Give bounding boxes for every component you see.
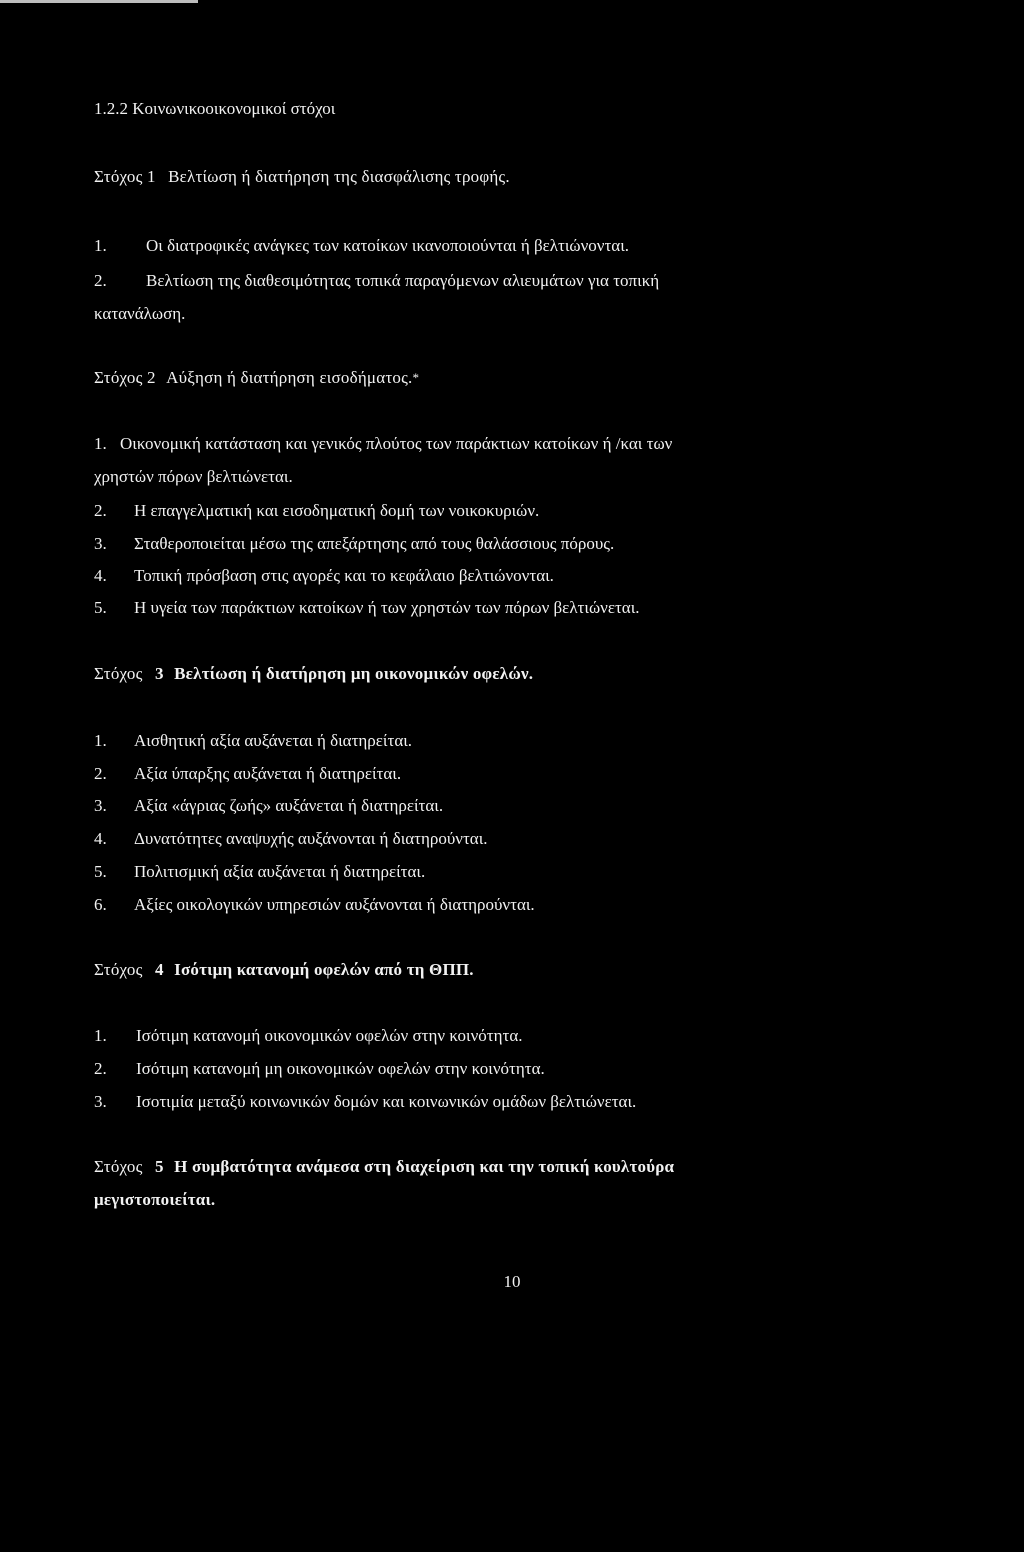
- page-number: 10: [503, 1272, 521, 1291]
- item-number: 5.: [94, 862, 107, 881]
- item-number: 1.: [94, 1026, 107, 1045]
- goal-1-title: Βελτίωση ή διατήρηση της διασφάλισης τροφής.: [168, 167, 510, 186]
- item-number: 2.: [94, 271, 107, 290]
- goal-3-title: Βελτίωση ή διατήρηση μη οικονομικών οφελών.: [174, 664, 534, 683]
- item-number: 6.: [94, 895, 107, 914]
- item-number: 2.: [94, 1059, 107, 1078]
- goal-1-item-2-cont: κατανάλωση.: [94, 304, 186, 323]
- goal-1-line: [94, 167, 510, 187]
- top-rule: [0, 0, 198, 3]
- goal-2-mark: *: [412, 370, 420, 385]
- item-text: Πολιτισμική αξία αυξάνεται ή διατηρείται.: [134, 862, 426, 881]
- item-number: 1.: [94, 236, 107, 255]
- goal-2-line: [94, 368, 419, 388]
- item-number: 3.: [94, 534, 107, 553]
- goal-3-label: Στόχος: [94, 664, 143, 683]
- goal-5-label: Στόχος: [94, 1157, 143, 1176]
- item-number: 4.: [94, 829, 107, 848]
- section-heading: 1.2.2 Κοινωνικοοικονομικοί στόχοι: [94, 99, 336, 118]
- goal-4-label: Στόχος: [94, 960, 143, 979]
- item-text: Σταθεροποιείται μέσω της απεξάρτησης από τους θαλάσσιους πόρους.: [134, 534, 615, 553]
- goal-5-number: 5: [154, 1157, 164, 1176]
- item-text: Βελτίωση της διαθεσιμότητας τοπικά παραγόμενων αλιευμάτων για τοπική: [146, 271, 660, 290]
- item-number: 3.: [94, 796, 107, 815]
- goal-4-number: 4: [154, 960, 164, 979]
- goal-2-label: Στόχος 2: [94, 368, 156, 387]
- goal-3-line: [94, 664, 533, 684]
- item-number: 5.: [94, 598, 107, 617]
- item-number: 4.: [94, 566, 107, 585]
- item-number: 2.: [94, 501, 107, 520]
- item-text: Η επαγγελματική και εισοδηματική δομή των νοικοκυριών.: [134, 501, 540, 520]
- item-text: Η υγεία των παράκτιων κατοίκων ή των χρηστών των πόρων βελτιώνεται.: [134, 598, 640, 617]
- goal-5-title: Η συμβατότητα ανάμεσα στη διαχείριση και την τοπική κουλτούρα: [174, 1157, 675, 1176]
- goal-5-title-cont: μεγιστοποιείται.: [94, 1190, 216, 1209]
- item-number: 3.: [94, 1092, 107, 1111]
- goal-5-line: [94, 1157, 674, 1177]
- item-text: Αισθητική αξία αυξάνεται ή διατηρείται.: [134, 731, 413, 750]
- item-text: Αξίες οικολογικών υπηρεσιών αυξάνονται ή διατηρούνται.: [134, 895, 535, 914]
- item-number: 1.: [94, 731, 107, 750]
- goal-1-label: Στόχος 1: [94, 167, 156, 186]
- item-text: Τοπική πρόσβαση στις αγορές και το κεφάλαιο βελτιώνονται.: [134, 566, 554, 585]
- item-number: 1.: [94, 434, 107, 453]
- goal-4-title: Ισότιμη κατανομή οφελών από τη ΘΠΠ.: [174, 960, 474, 979]
- item-text: Οι διατροφικές ανάγκες των κατοίκων ικανοποιούνται ή βελτιώνονται.: [146, 236, 630, 255]
- item-text: Οικονομική κατάσταση και γενικός πλούτος των παράκτιων κατοίκων ή /και των: [120, 434, 673, 453]
- goal-4-line: [94, 960, 474, 980]
- goal-3-number: 3: [154, 664, 164, 683]
- goal-2-title: Αύξηση ή διατήρηση εισοδήματος.: [166, 368, 413, 387]
- item-text: Ισότιμη κατανομή οικονομικών οφελών στην κοινότητα.: [136, 1026, 523, 1045]
- item-text: Δυνατότητες αναψυχής αυξάνονται ή διατηρούνται.: [134, 829, 488, 848]
- item-text: Αξία ύπαρξης αυξάνεται ή διατηρείται.: [134, 764, 402, 783]
- item-text: Αξία «άγριας ζωής» αυξάνεται ή διατηρείται.: [134, 796, 444, 815]
- goal-2-item-1-cont: χρηστών πόρων βελτιώνεται.: [94, 467, 293, 486]
- item-text: Ισοτιμία μεταξύ κοινωνικών δομών και κοινωνικών ομάδων βελτιώνεται.: [136, 1092, 637, 1111]
- item-text: Ισότιμη κατανομή μη οικονομικών οφελών στην κοινότητα.: [136, 1059, 545, 1078]
- item-number: 2.: [94, 764, 107, 783]
